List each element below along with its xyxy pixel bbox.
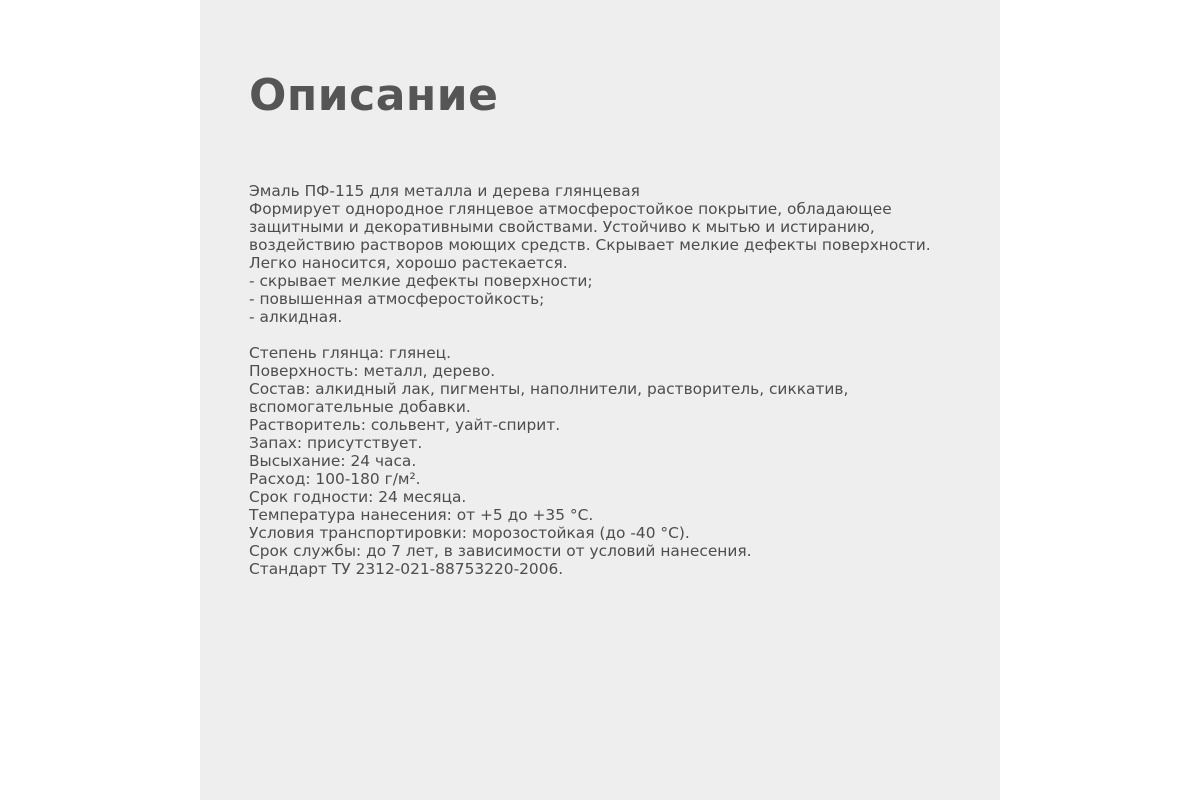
spec-gloss: Степень глянца: глянец. <box>249 344 452 362</box>
description-text <box>249 182 979 578</box>
feature-item: - алкидная. <box>249 308 343 326</box>
page-title: Описание <box>249 70 499 121</box>
spec-standard: Стандарт ТУ 2312-021-88753220-2006. <box>249 560 564 578</box>
paragraph-gap <box>249 326 979 344</box>
spec-application-temperature: Температура нанесения: от +5 до +35 °С. <box>249 506 594 524</box>
description-line: Легко наносится, хорошо растекается. <box>249 254 568 272</box>
description-line: Формирует однородное глянцевое атмосферостойкое покрытие, обладающее <box>249 200 892 218</box>
spec-solvent: Растворитель: сольвент, уайт-спирит. <box>249 416 561 434</box>
description-card <box>200 0 1000 800</box>
spec-transport-conditions: Условия транспортировки: морозостойкая (до -40 °С). <box>249 524 690 542</box>
spec-composition-cont: вспомогательные добавки. <box>249 398 471 416</box>
feature-item: - повышенная атмосферостойкость; <box>249 290 545 308</box>
spec-surface: Поверхность: металл, дерево. <box>249 362 496 380</box>
spec-drying: Высыхание: 24 часа. <box>249 452 417 470</box>
product-name-line: Эмаль ПФ-115 для металла и дерева глянцевая <box>249 182 640 200</box>
description-line: защитными и декоративными свойствами. Устойчиво к мытью и истиранию, <box>249 218 875 236</box>
spec-shelf-life: Срок годности: 24 месяца. <box>249 488 467 506</box>
spec-odor: Запах: присутствует. <box>249 434 423 452</box>
spec-composition: Состав: алкидный лак, пигменты, наполнители, растворитель, сиккатив, <box>249 380 849 398</box>
feature-item: - скрывает мелкие дефекты поверхности; <box>249 272 593 290</box>
description-line: воздействию растворов моющих средств. Скрывает мелкие дефекты поверхности. <box>249 236 931 254</box>
spec-service-life: Срок службы: до 7 лет, в зависимости от условий нанесения. <box>249 542 752 560</box>
spec-consumption: Расход: 100-180 г/м². <box>249 470 421 488</box>
